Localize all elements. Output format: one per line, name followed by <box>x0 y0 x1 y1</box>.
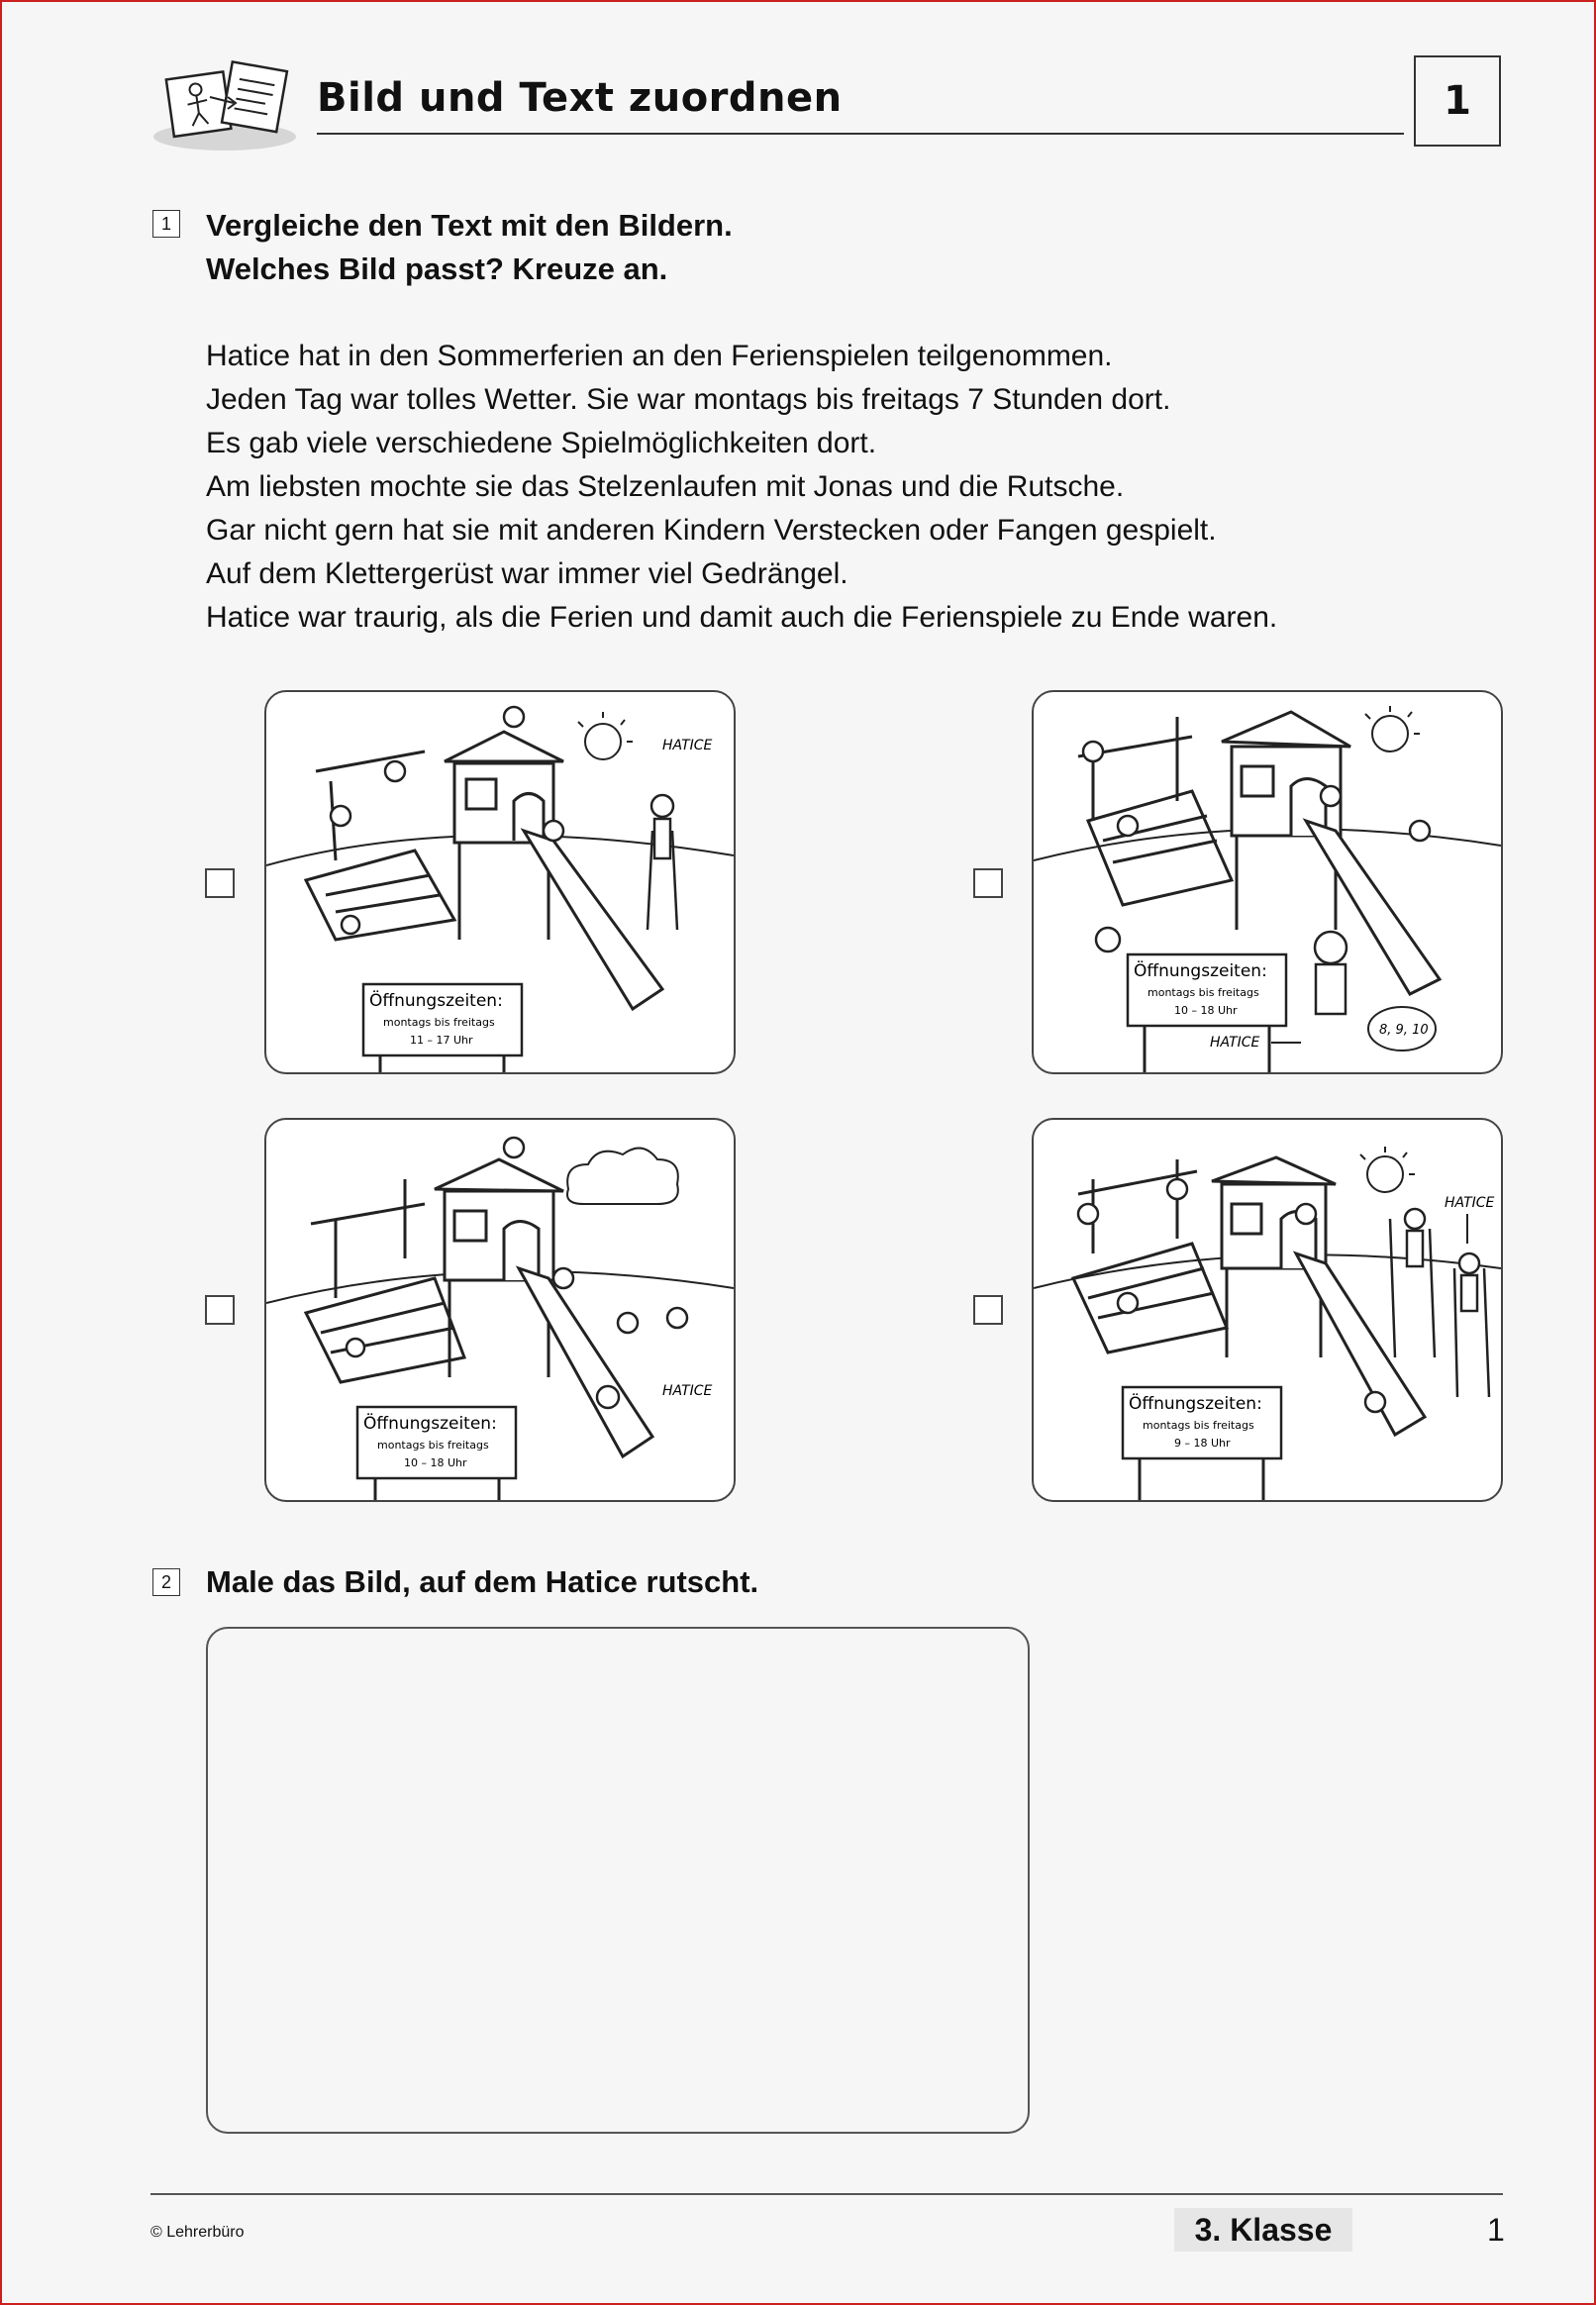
sign-hours: 9 – 18 Uhr <box>1174 1437 1231 1450</box>
grade-badge: 3. Klasse <box>1174 2208 1352 2252</box>
copyright: © Lehrerbüro <box>150 2224 245 2241</box>
playhouse-illustration <box>1212 1157 1336 1357</box>
story-line: Jeden Tag war tolles Wetter. Sie war montags bis freitags 7 Stunden dort. <box>206 383 1171 416</box>
sign-hours: 10 – 18 Uhr <box>404 1456 467 1469</box>
picture-3-checkbox[interactable] <box>205 1295 235 1325</box>
sign-title: Öffnungszeiten: <box>363 1414 497 1434</box>
picture-2-checkbox[interactable] <box>973 868 1003 898</box>
playhouse-illustration <box>1222 712 1350 930</box>
sign-hours: 11 – 17 Uhr <box>410 1034 473 1047</box>
slide-illustration <box>524 831 662 1009</box>
picture-4 <box>1032 1118 1503 1502</box>
picture-label: HATICE <box>662 738 713 753</box>
opening-hours-sign <box>363 984 522 1072</box>
task-2-instruction: Male das Bild, auf dem Hatice rutscht. <box>206 1564 759 1599</box>
bubble-text: 8, 9, 10 <box>1379 1023 1429 1038</box>
picture-2 <box>1032 690 1503 1074</box>
slide-illustration <box>1296 1253 1425 1435</box>
drawing-area[interactable] <box>206 1627 1030 2134</box>
sign-days: montags bis freitags <box>377 1439 489 1452</box>
sign-days: montags bis freitags <box>1143 1419 1254 1432</box>
slide-illustration <box>519 1268 652 1456</box>
task-1-badge: 1 <box>152 210 180 238</box>
story-line: Gar nicht gern hat sie mit anderen Kindern Verstecken oder Fangen gespielt. <box>206 514 1217 547</box>
sign-hours: 10 – 18 Uhr <box>1174 1004 1238 1017</box>
sun-icon <box>1365 706 1420 752</box>
sign-title: Öffnungszeiten: <box>369 991 503 1011</box>
opening-hours-sign <box>1123 1387 1281 1500</box>
stilts-child-illustration <box>648 795 677 930</box>
title-underline <box>317 133 1404 135</box>
sun-icon <box>578 712 633 759</box>
stilts-children-illustration <box>1390 1209 1489 1397</box>
picture-label: HATICE <box>1210 1035 1260 1051</box>
story-line: Auf dem Klettergerüst war immer viel Gedrängel. <box>206 557 848 590</box>
story-line: Hatice hat in den Sommerferien an den Ferienspielen teilgenommen. <box>206 340 1113 372</box>
sign-title: Öffnungszeiten: <box>1129 1394 1262 1414</box>
playhouse-illustration <box>435 1159 563 1377</box>
picture-label: HATICE <box>1445 1195 1495 1211</box>
opening-hours-sign <box>1128 954 1286 1072</box>
opening-hours-sign <box>357 1407 516 1500</box>
picture-label: HATICE <box>662 1383 713 1399</box>
picture-1 <box>264 690 736 1074</box>
footer-divider <box>150 2193 1503 2195</box>
sun-icon <box>1360 1147 1415 1192</box>
hatice-hiding-illustration <box>1315 932 1347 1014</box>
story-text <box>206 335 1277 640</box>
story-line: Am liebsten mochte sie das Stelzenlaufen mit Jonas und die Rutsche. <box>206 470 1125 503</box>
task-1-instruction-line1: Vergleiche den Text mit den Bildern. <box>206 208 733 243</box>
picture-4-checkbox[interactable] <box>973 1295 1003 1325</box>
page-title: Bild und Text zuordnen <box>317 75 843 121</box>
climbing-frame-illustration <box>306 752 454 940</box>
story-line: Es gab viele verschiedene Spielmöglichkeiten dort. <box>206 427 877 459</box>
page-number: 1 <box>1487 2212 1505 2248</box>
sign-days: montags bis freitags <box>1147 986 1259 999</box>
sign-days: montags bis freitags <box>383 1016 495 1029</box>
cloud-illustration <box>567 1149 678 1204</box>
task-2-badge: 2 <box>152 1568 180 1596</box>
picture-1-checkbox[interactable] <box>205 868 235 898</box>
task-1-instruction-line2: Welches Bild passt? Kreuze an. <box>206 251 668 286</box>
speech-bubble <box>1368 1007 1436 1051</box>
story-line: Hatice war traurig, als die Ferien und damit auch die Ferienspiele zu Ende waren. <box>206 601 1278 634</box>
picture-3 <box>264 1118 736 1502</box>
worksheet-number: 1 <box>1414 55 1501 147</box>
sign-title: Öffnungszeiten: <box>1134 961 1267 981</box>
climbing-frame-illustration <box>1073 1159 1227 1353</box>
worksheet-matching-icon <box>150 57 299 157</box>
